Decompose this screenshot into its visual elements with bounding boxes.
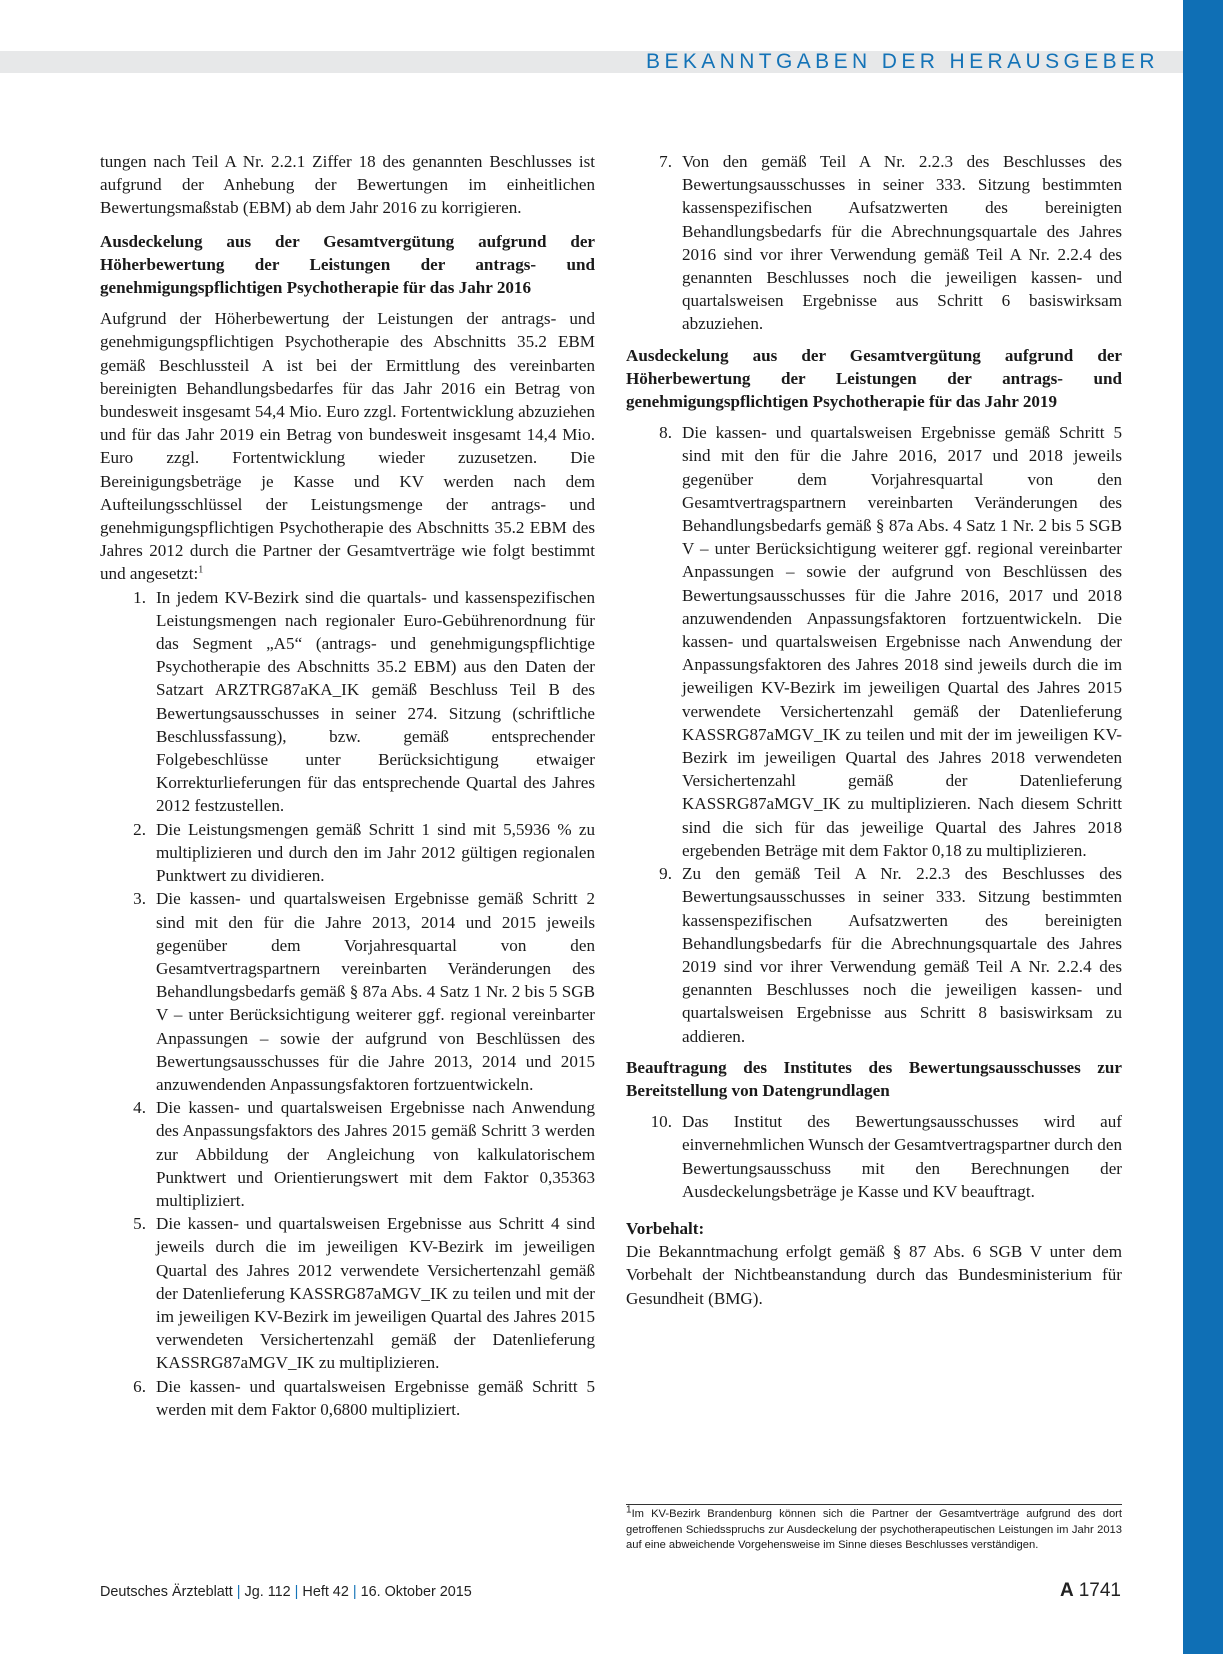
- footnote-number: 1: [626, 1504, 632, 1516]
- page-number: [1060, 1580, 1121, 1602]
- step-text: Die kassen- und quartalsweisen Ergebnisse gemäß Schritt 5 sind mit den für die Jahre 2016, 2017 und 2018 jeweils gegenüber dem Vorjahresquartal von den Gesamtvertragspartnern vereinbarten Veränderungen des Behandlungsbedarfs gemäß § 87a Abs. 4 Satz 1 Nr. 2 bis 5 SGB V – unter Berücksichtigung weiterer ggf. regional vereinbarter Anpassungen – sowie der aufgrund von Beschlüssen des Bewertungsausschusses für die Jahre 2016, 2017 und 2018 anzuwendenden Anpassungsfaktoren fortzuentwickeln. Die kassen- und quartalsweisen Ergebnisse nach Anwendung der Anpassungsfaktoren des Jahres 2018 sind jeweils durch die im jeweiligen KV-Bezirk im jeweiligen Quartal des Jahres 2015 verwendete Versichertenzahl gemäß der Datenlieferung KASSRG87aMGV_IK zu teilen und mit der im jeweiligen KV-Bezirk im jeweiligen Quartal des Jahres 2018 verwendeten Versichertenzahl gemäß der Datenlieferung KASSRG87aMGV_IK zu multiplizieren. Nach diesem Schritt sind die sich für das jeweilige Quartal des Jahres 2018 ergebenden Beträge mit dem Faktor 0,18 zu multiplizieren.: [682, 423, 1122, 860]
- step-number: 10.: [650, 1112, 672, 1132]
- list-item: [100, 586, 595, 818]
- heading-institut: Beauftragung des Institutes des Bewertungsausschusses zur Bereitstellung von Datengrundlagen: [626, 1057, 1122, 1100]
- step-number: 3.: [133, 889, 146, 909]
- step-text: Die kassen- und quartalsweisen Ergebnisse aus Schritt 4 sind jeweils durch die im jeweiligen KV-Bezirk im jeweiligen Quartal des Jahres 2012 verwendete Versichertenzahl gemäß der Datenlieferung KASSRG87aMGV_IK zu teilen und mit der im jeweiligen KV-Bezirk im jeweiligen Quartal des Jahres 2015 verwendeten Versichertenzahl gemäß der Datenlieferung KASSRG87aMGV_IK zu multiplizieren.: [156, 1214, 595, 1373]
- step-text: Die kassen- und quartalsweisen Ergebnisse gemäß Schritt 5 werden mit dem Faktor 0,6800 multipliziert.: [156, 1376, 595, 1419]
- steps-list-institut: [626, 1110, 1122, 1203]
- page-prefix: A: [1059, 1580, 1074, 1601]
- footnote-mark: 1: [198, 564, 204, 576]
- vorbehalt-heading: Vorbehalt:: [626, 1218, 705, 1238]
- list-item: [626, 862, 1122, 1048]
- list-item: [626, 150, 1122, 336]
- intro-paragraph: tungen nach Teil A Nr. 2.2.1 Ziffer 18 des genannten Beschlusses ist aufgrund der Anhebung der Bewertungen im einheitlichen Bewertungsmaßstab (EBM) ab dem Jahr 2016 zu korrigieren.: [100, 152, 595, 218]
- steps-list-2016-cont: [626, 150, 1122, 336]
- body-text: Aufgrund der Höherbewertung der Leistungen der antrags- und genehmigungspflichtigen Psychotherapie des Abschnitts 35.2 EBM gemäß Beschlussteil A ist bei der Ermittlung des vereinbarten bereinigten Behandlungsbedarfes für das Jahr 2016 ein Betrag von bundesweit insgesamt 54,4 Mio. Euro zzgl. Fortentwicklung abzuziehen und für das Jahr 2019 ein Betrag von bundesweit insgesamt 14,4 Mio. Euro zzgl. Fortentwicklung wieder zuzusetzen. Die Bereinigungsbeträge je Kasse und KV werden nach dem Aufteilungsschlüssel der Leistungsmenge der antrags- und genehmigungspflichtigen Psychotherapie des Abschnitts 35.2 EBM des Jahres 2012 durch die Partner der Gesamtverträge wie folgt bestimmt und angesetzt:: [100, 309, 595, 584]
- footnote-divider: [626, 1504, 1122, 1505]
- step-number: 8.: [659, 423, 672, 443]
- steps-list-2019: [626, 421, 1122, 1047]
- step-number: 6.: [133, 1376, 146, 1396]
- step-number: 4.: [133, 1098, 146, 1118]
- step-text: Zu den gemäß Teil A Nr. 2.2.3 des Beschlusses des Bewertungsausschusses in seiner 333. Sitzung bestimmten kassenspezifischen Aufsatzwerten des bereinigten Behandlungsbedarfs für die Abrechnungsquartale des Jahres 2019 sind vor ihrer Verwendung gemäß Teil A Nr. 2.2.4 des genannten Beschlusses noch die jeweiligen kassen- und quartalsweisen Ergebnisse aus Schritt 8 basiswirksam zu addieren.: [682, 864, 1122, 1046]
- step-text: In jedem KV-Bezirk sind die quartals- und kassenspezifischen Leistungsmengen nach regionaler Euro-Gebührenordnung für das Segment „A5“ (antrags- und genehmigungspflichtige Psychotherapie des Abschnitts 35.2 EBM) aus den Daten der Satzart ARZTRG87aKA_IK gemäß Beschluss Teil B des Bewertungsausschusses in seiner 274. Sitzung (schriftliche Beschlussfassung), bzw. gemäß entsprechender Folgebeschlüsse unter Berücksichtigung etwaiger Korrekturlieferungen für das entsprechende Quartal des Jahres 2012 festzustellen.: [156, 587, 595, 816]
- step-number: 5.: [133, 1214, 146, 1234]
- left-column: [100, 150, 595, 1421]
- section-title: BEKANNTGABEN DER HERAUSGEBER: [646, 50, 1159, 73]
- separator: |: [294, 1584, 299, 1600]
- list-item: [100, 1096, 595, 1212]
- footer-citation: [100, 1584, 472, 1600]
- separator: |: [352, 1584, 357, 1600]
- issue-date: 16. Oktober 2015: [360, 1584, 472, 1600]
- right-column: [626, 150, 1122, 1310]
- step-text: Die Leistungsmengen gemäß Schritt 1 sind mit 5,5936 % zu multiplizieren und durch den im Jahr 2012 gültigen regionalen Punktwert zu dividieren.: [156, 819, 595, 886]
- step-text: Von den gemäß Teil A Nr. 2.2.3 des Beschlusses des Bewertungsausschusses in seiner 333. Sitzung bestimmten kassenspezifischen Aufsatzwerten des bereinigten Behandlungsbedarfs für die Abrechnungsquartale des Jahres 2016 sind vor ihrer Verwendung gemäß Teil A Nr. 2.2.4 des genannten Beschlusses noch die jeweiligen kassen- und quartalsweisen Ergebnisse aus Schritt 6 basiswirksam abzuziehen.: [682, 152, 1122, 334]
- step-text: Die kassen- und quartalsweisen Ergebnisse nach Anwendung des Anpassungsfaktors des Jahres 2015 gemäß Schritt 3 werden zur Abbildung der Angleichung von kalkulatorischem Punktwert und Orientierungswert mit dem Faktor 0,35363 multipliziert.: [156, 1098, 595, 1210]
- step-number: 7.: [659, 152, 672, 171]
- page-number-value: 1741: [1078, 1580, 1121, 1601]
- journal-name: Deutsches Ärzteblatt: [100, 1584, 233, 1600]
- footnote: [626, 1504, 1122, 1554]
- step-number: 1.: [133, 587, 146, 607]
- list-item: [100, 1375, 595, 1421]
- heading-2016: Ausdeckelung aus der Gesamtvergütung aufgrund der Höherbewertung der Leistungen der antrags- und genehmigungspflichtigen Psychotherapie für das Jahr 2016: [100, 231, 595, 298]
- vorbehalt-text: Die Bekanntmachung erfolgt gemäß § 87 Abs. 6 SGB V unter dem Vorbehalt der Nichtbeanstandung durch das Bundesministerium für Gesundheit (BMG).: [626, 1242, 1122, 1308]
- step-number: 2.: [133, 819, 146, 839]
- list-item: [100, 887, 595, 1096]
- list-item: [626, 421, 1122, 862]
- step-number: 9.: [659, 864, 672, 884]
- step-text: Das Institut des Bewertungsausschusses wird auf einvernehmlichen Wunsch der Gesamtvertragspartner durch den Bewertungsausschuss mit den Berechnungen der Ausdeckelungsbeträge je Kasse und KV beauftragt.: [682, 1112, 1122, 1201]
- body-paragraph: [100, 307, 595, 585]
- issue: Heft 42: [302, 1584, 349, 1600]
- list-item: [100, 1212, 595, 1374]
- list-item: [100, 818, 595, 888]
- footnote-text: Im KV-Bezirk Brandenburg können sich die Partner der Gesamtverträge aufgrund des dort getroffenen Schiedsspruchs zur Ausdeckelung der psychotherapeutischen Leistungen im Jahr 2013 auf eine abweichende Vorgehensweise im Sinne dieses Beschlusses verständigen.: [626, 1508, 1122, 1551]
- volume: Jg. 112: [244, 1584, 291, 1600]
- step-text: Die kassen- und quartalsweisen Ergebnisse gemäß Schritt 2 sind mit den für die Jahre 2013, 2014 und 2015 jeweils gegenüber dem Vorjahresquartal von den Gesamtvertragspartnern vereinbarten Veränderungen des Behandlungsbedarfs gemäß § 87a Abs. 4 Satz 1 Nr. 2 bis 5 SGB V – unter Berücksichtigung weiterer ggf. regional vereinbarter Anpassungen – sowie der aufgrund von Beschlüssen des Bewertungsausschusses für die Jahre 2013, 2014 und 2015 anzuwendenden Anpassungsfaktoren fortzuentwickeln.: [156, 889, 595, 1094]
- separator: |: [236, 1584, 241, 1600]
- steps-list-2016: [100, 586, 595, 1421]
- list-item: [626, 1110, 1122, 1203]
- heading-2019: Ausdeckelung aus der Gesamtvergütung aufgrund der Höherbewertung der Leistungen der antrags- und genehmigungspflichtigen Psychotherapie für das Jahr 2019: [626, 345, 1122, 412]
- side-color-bar: [1183, 0, 1223, 1654]
